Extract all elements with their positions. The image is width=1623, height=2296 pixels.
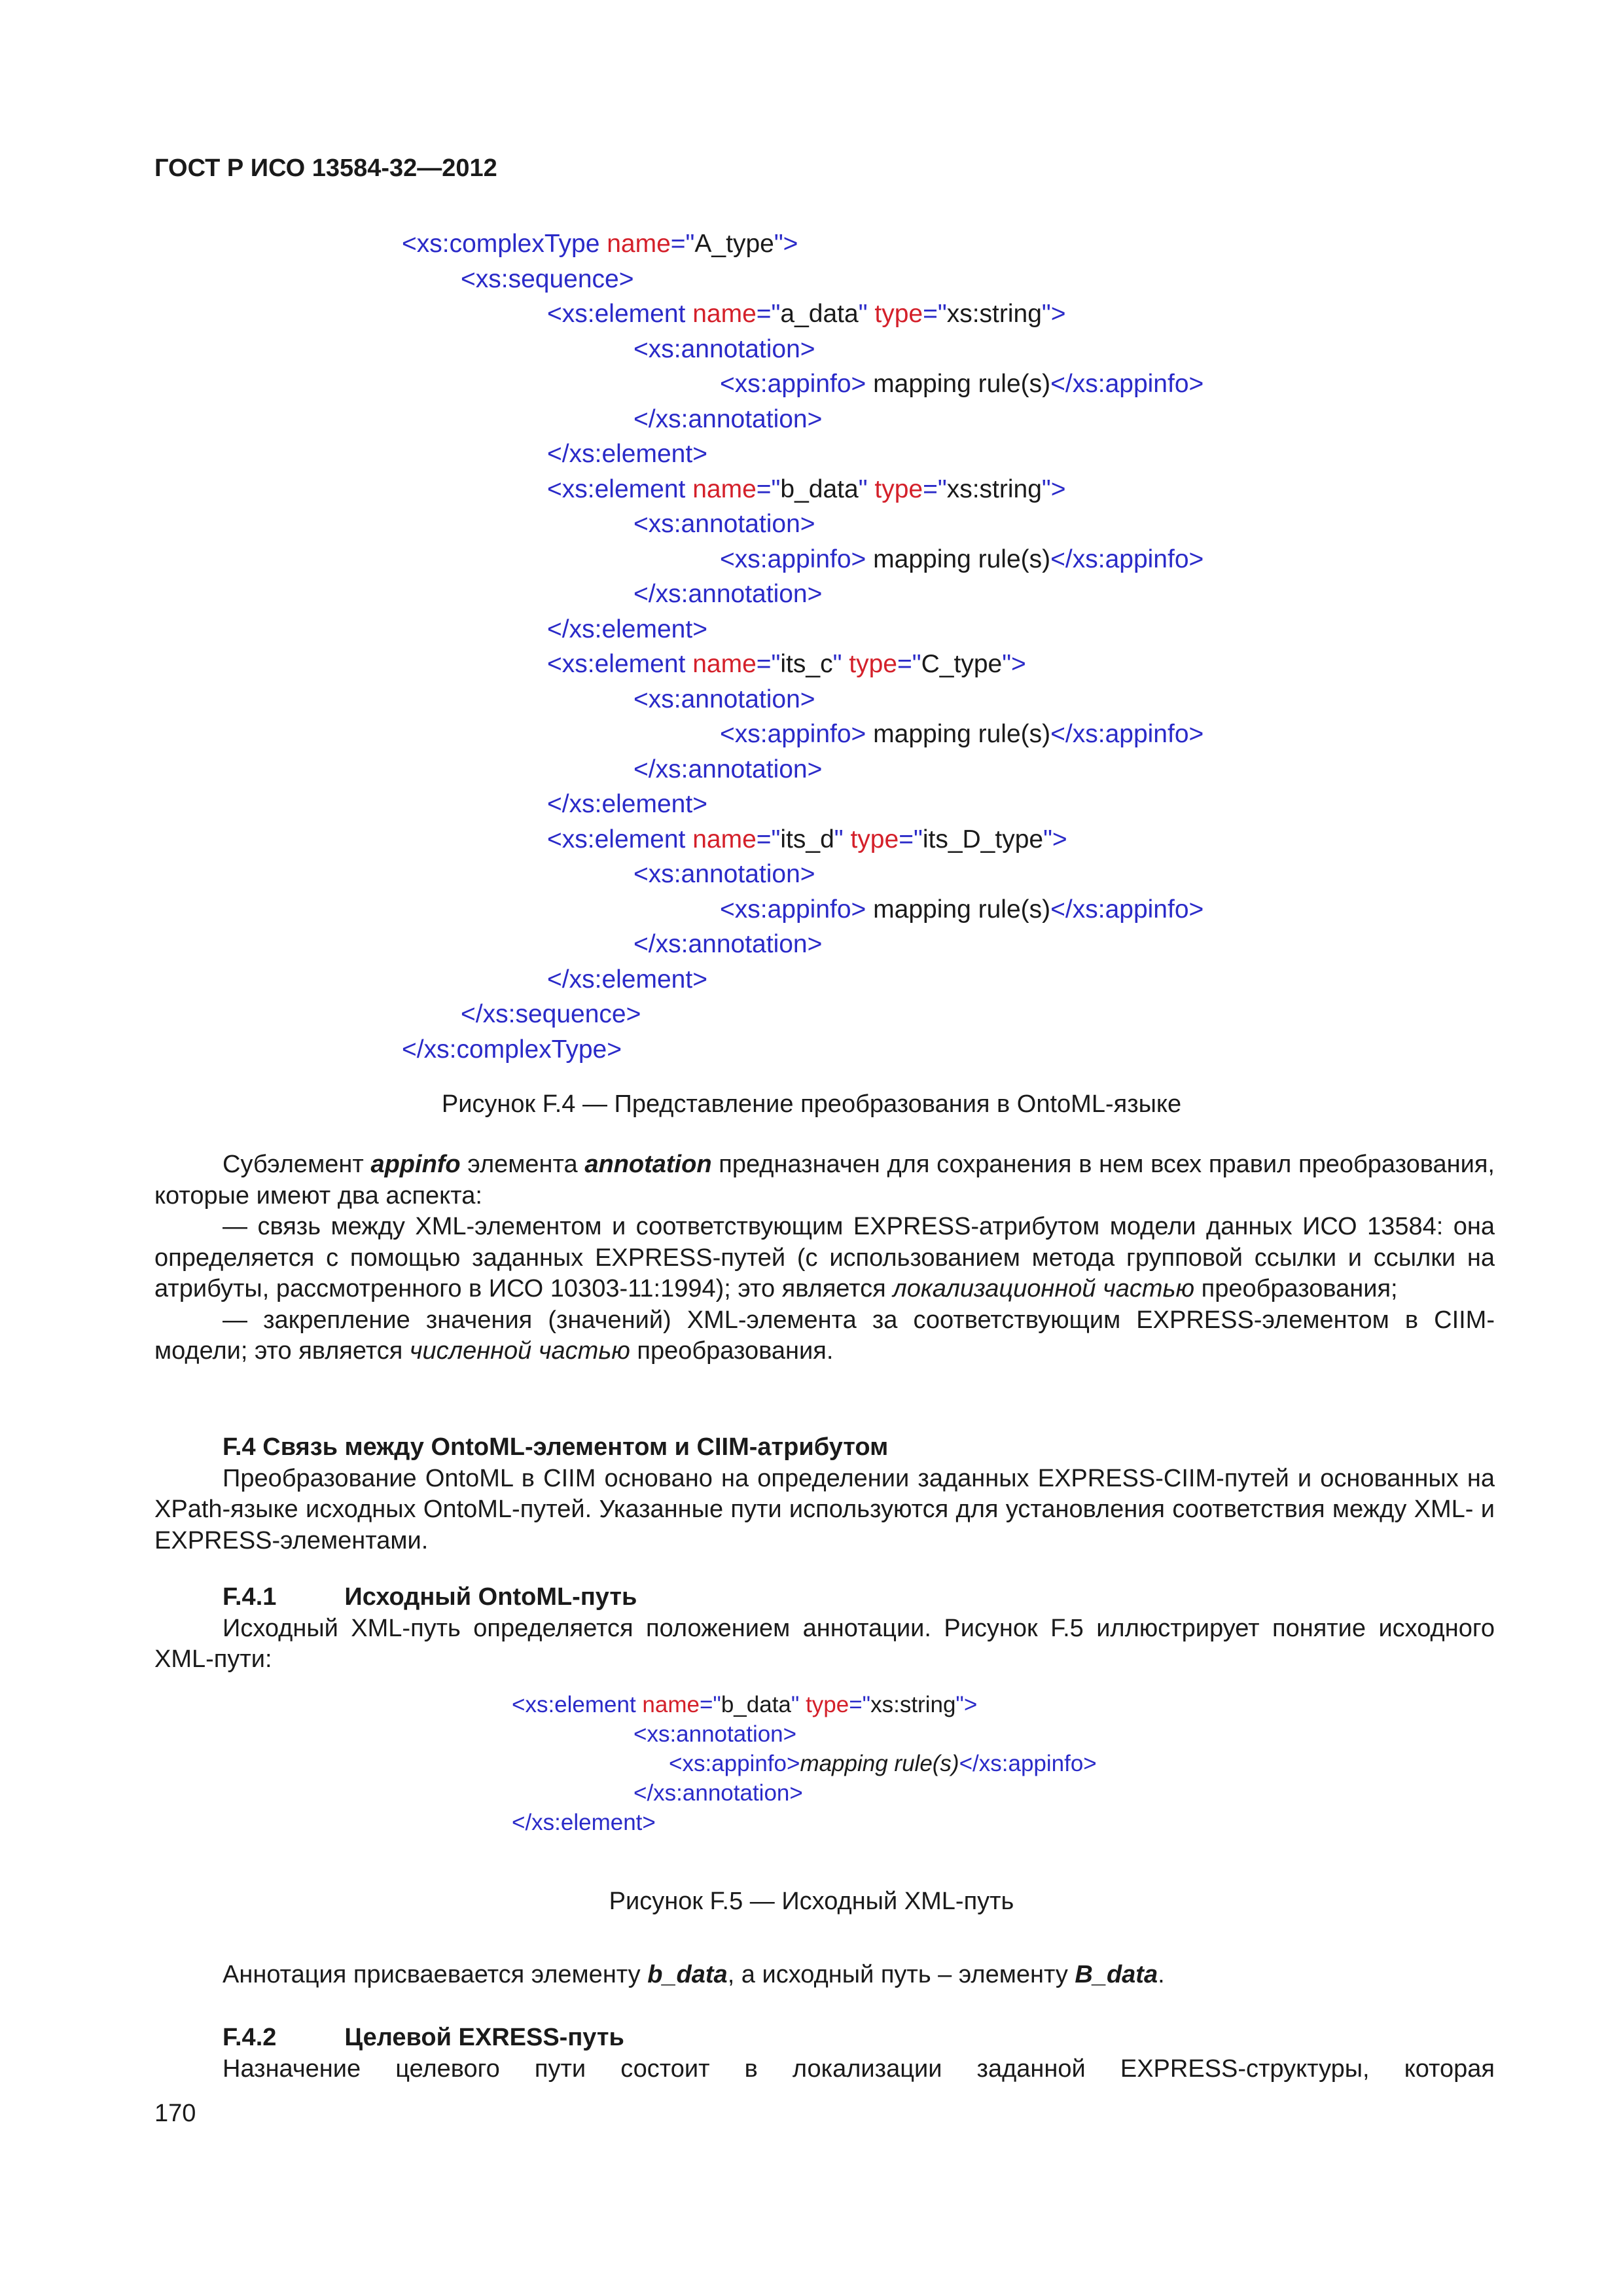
code-line xyxy=(402,962,1204,997)
code-token: </xs:complexType> xyxy=(402,1035,622,1064)
code-token: "> xyxy=(1043,825,1067,853)
code-line xyxy=(402,472,1204,507)
code-token: type xyxy=(850,825,899,853)
code-token: </xs:element> xyxy=(547,965,707,994)
code-token: <xs:appinfo> xyxy=(720,895,866,924)
code-line xyxy=(512,1719,1097,1749)
term-b-data: b_data xyxy=(647,1961,728,1988)
code-token: <xs:element xyxy=(547,650,693,678)
code-token: </xs:appinfo> xyxy=(1050,895,1204,924)
code-token: its_D_type xyxy=(922,825,1044,853)
code-token: =" xyxy=(923,475,947,503)
code-token: b_data xyxy=(780,475,859,503)
body-paragraphs-1 xyxy=(154,1149,1495,1367)
code-token: <xs:appinfo> xyxy=(720,545,866,573)
code-token: =" xyxy=(923,300,947,328)
section-f42 xyxy=(154,2022,1495,2085)
figure-5-caption: Рисунок F.5 — Исходный XML-путь xyxy=(609,1888,1014,1915)
code-line xyxy=(402,647,1204,682)
code-token: " xyxy=(832,650,849,678)
code-line xyxy=(402,262,1204,297)
term-appinfo: appinfo xyxy=(370,1151,461,1178)
code-token: xs:string xyxy=(946,300,1042,328)
code-token: <xs:element xyxy=(547,475,693,503)
list-item-numeric: — закрепление значения (значений) XML-элемента за соответствующим EXPRESS-элементом в CIIM-модели; это является численной частью преобразования. xyxy=(154,1306,1495,1365)
code-token: mapping rule(s) xyxy=(866,545,1051,573)
code-line xyxy=(512,1778,1097,1808)
code-token: name xyxy=(692,650,757,678)
code-line xyxy=(402,507,1204,542)
code-token: "> xyxy=(1002,650,1026,678)
code-token: <xs:element xyxy=(547,825,693,853)
section-f41-heading: F.4.1 Исходный OntoML-путь xyxy=(223,1583,637,1611)
code-token: <xs:annotation> xyxy=(633,510,815,538)
code-token: b_data xyxy=(721,1692,791,1717)
section-f42-heading: F.4.2 Целевой EXRESS-путь xyxy=(223,2024,624,2051)
code-token: <xs:element xyxy=(547,300,693,328)
code-line xyxy=(402,367,1204,402)
code-token: " xyxy=(858,475,875,503)
section-f4-heading: F.4 Связь между OntoML-элементом и CIIM-атрибутом xyxy=(223,1433,889,1461)
code-line xyxy=(402,296,1204,332)
code-token: mapping rule(s) xyxy=(866,720,1051,748)
code-token: type xyxy=(874,475,923,503)
code-token: a_data xyxy=(780,300,859,328)
code-token: </xs:element> xyxy=(547,790,707,818)
code-token: <xs:complexType xyxy=(402,230,607,258)
code-token: =" xyxy=(756,475,781,503)
code-line xyxy=(402,857,1204,892)
section-f42-text: Назначение целевого пути состоит в локализации заданной EXPRESS-структуры, которая xyxy=(223,2054,1495,2083)
code-token: </xs:appinfo> xyxy=(1050,370,1204,398)
figure-5-code xyxy=(512,1690,1097,1837)
code-token: </xs:annotation> xyxy=(633,580,823,608)
code-line xyxy=(402,822,1204,857)
code-token: <xs:appinfo> xyxy=(669,1751,800,1776)
figure-4-code xyxy=(402,226,1204,1067)
code-line xyxy=(402,892,1204,927)
code-token: <xs:appinfo> xyxy=(720,370,866,398)
document-header: ГОСТ Р ИСО 13584-32—2012 xyxy=(154,154,497,182)
code-token: " xyxy=(858,300,875,328)
code-token: <xs:annotation> xyxy=(633,685,815,713)
code-token: <xs:annotation> xyxy=(633,860,815,888)
code-token: <xs:appinfo> xyxy=(720,720,866,748)
code-line xyxy=(402,437,1204,472)
paragraph-annotation-assign: Аннотация присваевается элементу b_data, а исходный путь – элементу B_data. xyxy=(223,1961,1165,1988)
code-line xyxy=(512,1749,1097,1778)
page-number: 170 xyxy=(154,2100,196,2127)
code-token: its_c xyxy=(780,650,833,678)
code-token: =" xyxy=(699,1692,721,1717)
code-token: </xs:element> xyxy=(547,440,707,468)
code-token: <xs:annotation> xyxy=(633,334,815,363)
code-token: "> xyxy=(1041,475,1066,503)
code-token: "> xyxy=(774,230,798,258)
code-token: =" xyxy=(670,230,695,258)
code-line xyxy=(512,1690,1097,1719)
code-token: its_d xyxy=(780,825,834,853)
term-B-data: B_data xyxy=(1075,1961,1158,1988)
code-token: A_type xyxy=(694,230,774,258)
code-line xyxy=(402,402,1204,437)
code-token: name xyxy=(692,475,757,503)
code-token: =" xyxy=(756,650,781,678)
code-token: </xs:annotation> xyxy=(633,1780,803,1806)
code-token: name xyxy=(642,1692,700,1717)
code-token: </xs:appinfo> xyxy=(1050,720,1204,748)
code-token: mapping rule(s) xyxy=(800,1751,959,1776)
code-line xyxy=(402,927,1204,962)
code-token: </xs:sequence> xyxy=(461,1000,641,1028)
code-line xyxy=(402,577,1204,612)
list-item-localization: — связь между XML-элементом и соответствующим EXPRESS-атрибутом модели данных ИСО 13584: она определяется с помощью заданных EXPRESS-путей (с использованием метода групповой ссылки и ссылки на атрибуты, рассмотренного в ИСО 10303-11:1994); это является локализационной частью преобразования; xyxy=(154,1213,1495,1302)
code-token: name xyxy=(692,825,757,853)
code-token: <xs:sequence> xyxy=(461,264,634,293)
code-token: type xyxy=(806,1692,849,1717)
code-line xyxy=(402,997,1204,1032)
section-f4 xyxy=(154,1432,1495,1556)
code-token: " xyxy=(834,825,851,853)
code-token: " xyxy=(791,1692,806,1717)
code-token: =" xyxy=(756,300,781,328)
code-token: C_type xyxy=(921,650,1003,678)
paragraph-appinfo: Субэлемент appinfo элемента annotation предназначен для сохранения в нем всех правил преобразования, которые имеют два аспекта: xyxy=(154,1151,1495,1210)
code-line xyxy=(402,612,1204,647)
code-token: </xs:element> xyxy=(512,1810,656,1835)
code-token: </xs:annotation> xyxy=(633,404,823,433)
code-line xyxy=(402,1032,1204,1067)
code-line xyxy=(512,1808,1097,1837)
figure-4-caption: Рисунок F.4 — Представление преобразования в OntoML-языке xyxy=(441,1090,1182,1118)
code-line xyxy=(402,752,1204,787)
code-token: xs:string xyxy=(870,1692,956,1717)
code-line xyxy=(402,332,1204,367)
code-token: </xs:appinfo> xyxy=(1050,545,1204,573)
code-token: "> xyxy=(1041,300,1066,328)
code-token: type xyxy=(874,300,923,328)
code-token: "> xyxy=(955,1692,978,1717)
code-token: mapping rule(s) xyxy=(866,895,1051,924)
code-token: <xs:element xyxy=(512,1692,643,1717)
code-token: name xyxy=(607,230,671,258)
code-token: </xs:annotation> xyxy=(633,930,823,958)
code-token: =" xyxy=(897,650,921,678)
section-f41-text: Исходный XML-путь определяется положением аннотации. Рисунок F.5 иллюстрирует понятие исходного XML-пути: xyxy=(154,1614,1495,1673)
section-f4-text: Преобразование OntoML в CIIM основано на определении заданных EXPRESS-CIIM-путей и основанных на XPath-языке исходных OntoML-путей. Указанные пути используются для установления соответствия между XML- и EXPRESS-элементами. xyxy=(154,1464,1495,1554)
code-token: type xyxy=(849,650,897,678)
code-token: xs:string xyxy=(946,475,1042,503)
code-line xyxy=(402,542,1204,577)
section-f41 xyxy=(154,1582,1495,1676)
code-token: =" xyxy=(899,825,923,853)
code-line xyxy=(402,226,1204,262)
code-token: =" xyxy=(756,825,781,853)
code-token: name xyxy=(692,300,757,328)
code-token: <xs:annotation> xyxy=(633,1721,797,1747)
code-line xyxy=(402,787,1204,822)
term-annotation: annotation xyxy=(584,1151,712,1178)
code-token: mapping rule(s) xyxy=(866,370,1051,398)
code-token: </xs:element> xyxy=(547,615,707,643)
code-token: </xs:appinfo> xyxy=(959,1751,1097,1776)
code-line xyxy=(402,717,1204,752)
code-token: =" xyxy=(849,1692,871,1717)
code-line xyxy=(402,682,1204,717)
code-token: </xs:annotation> xyxy=(633,755,823,783)
